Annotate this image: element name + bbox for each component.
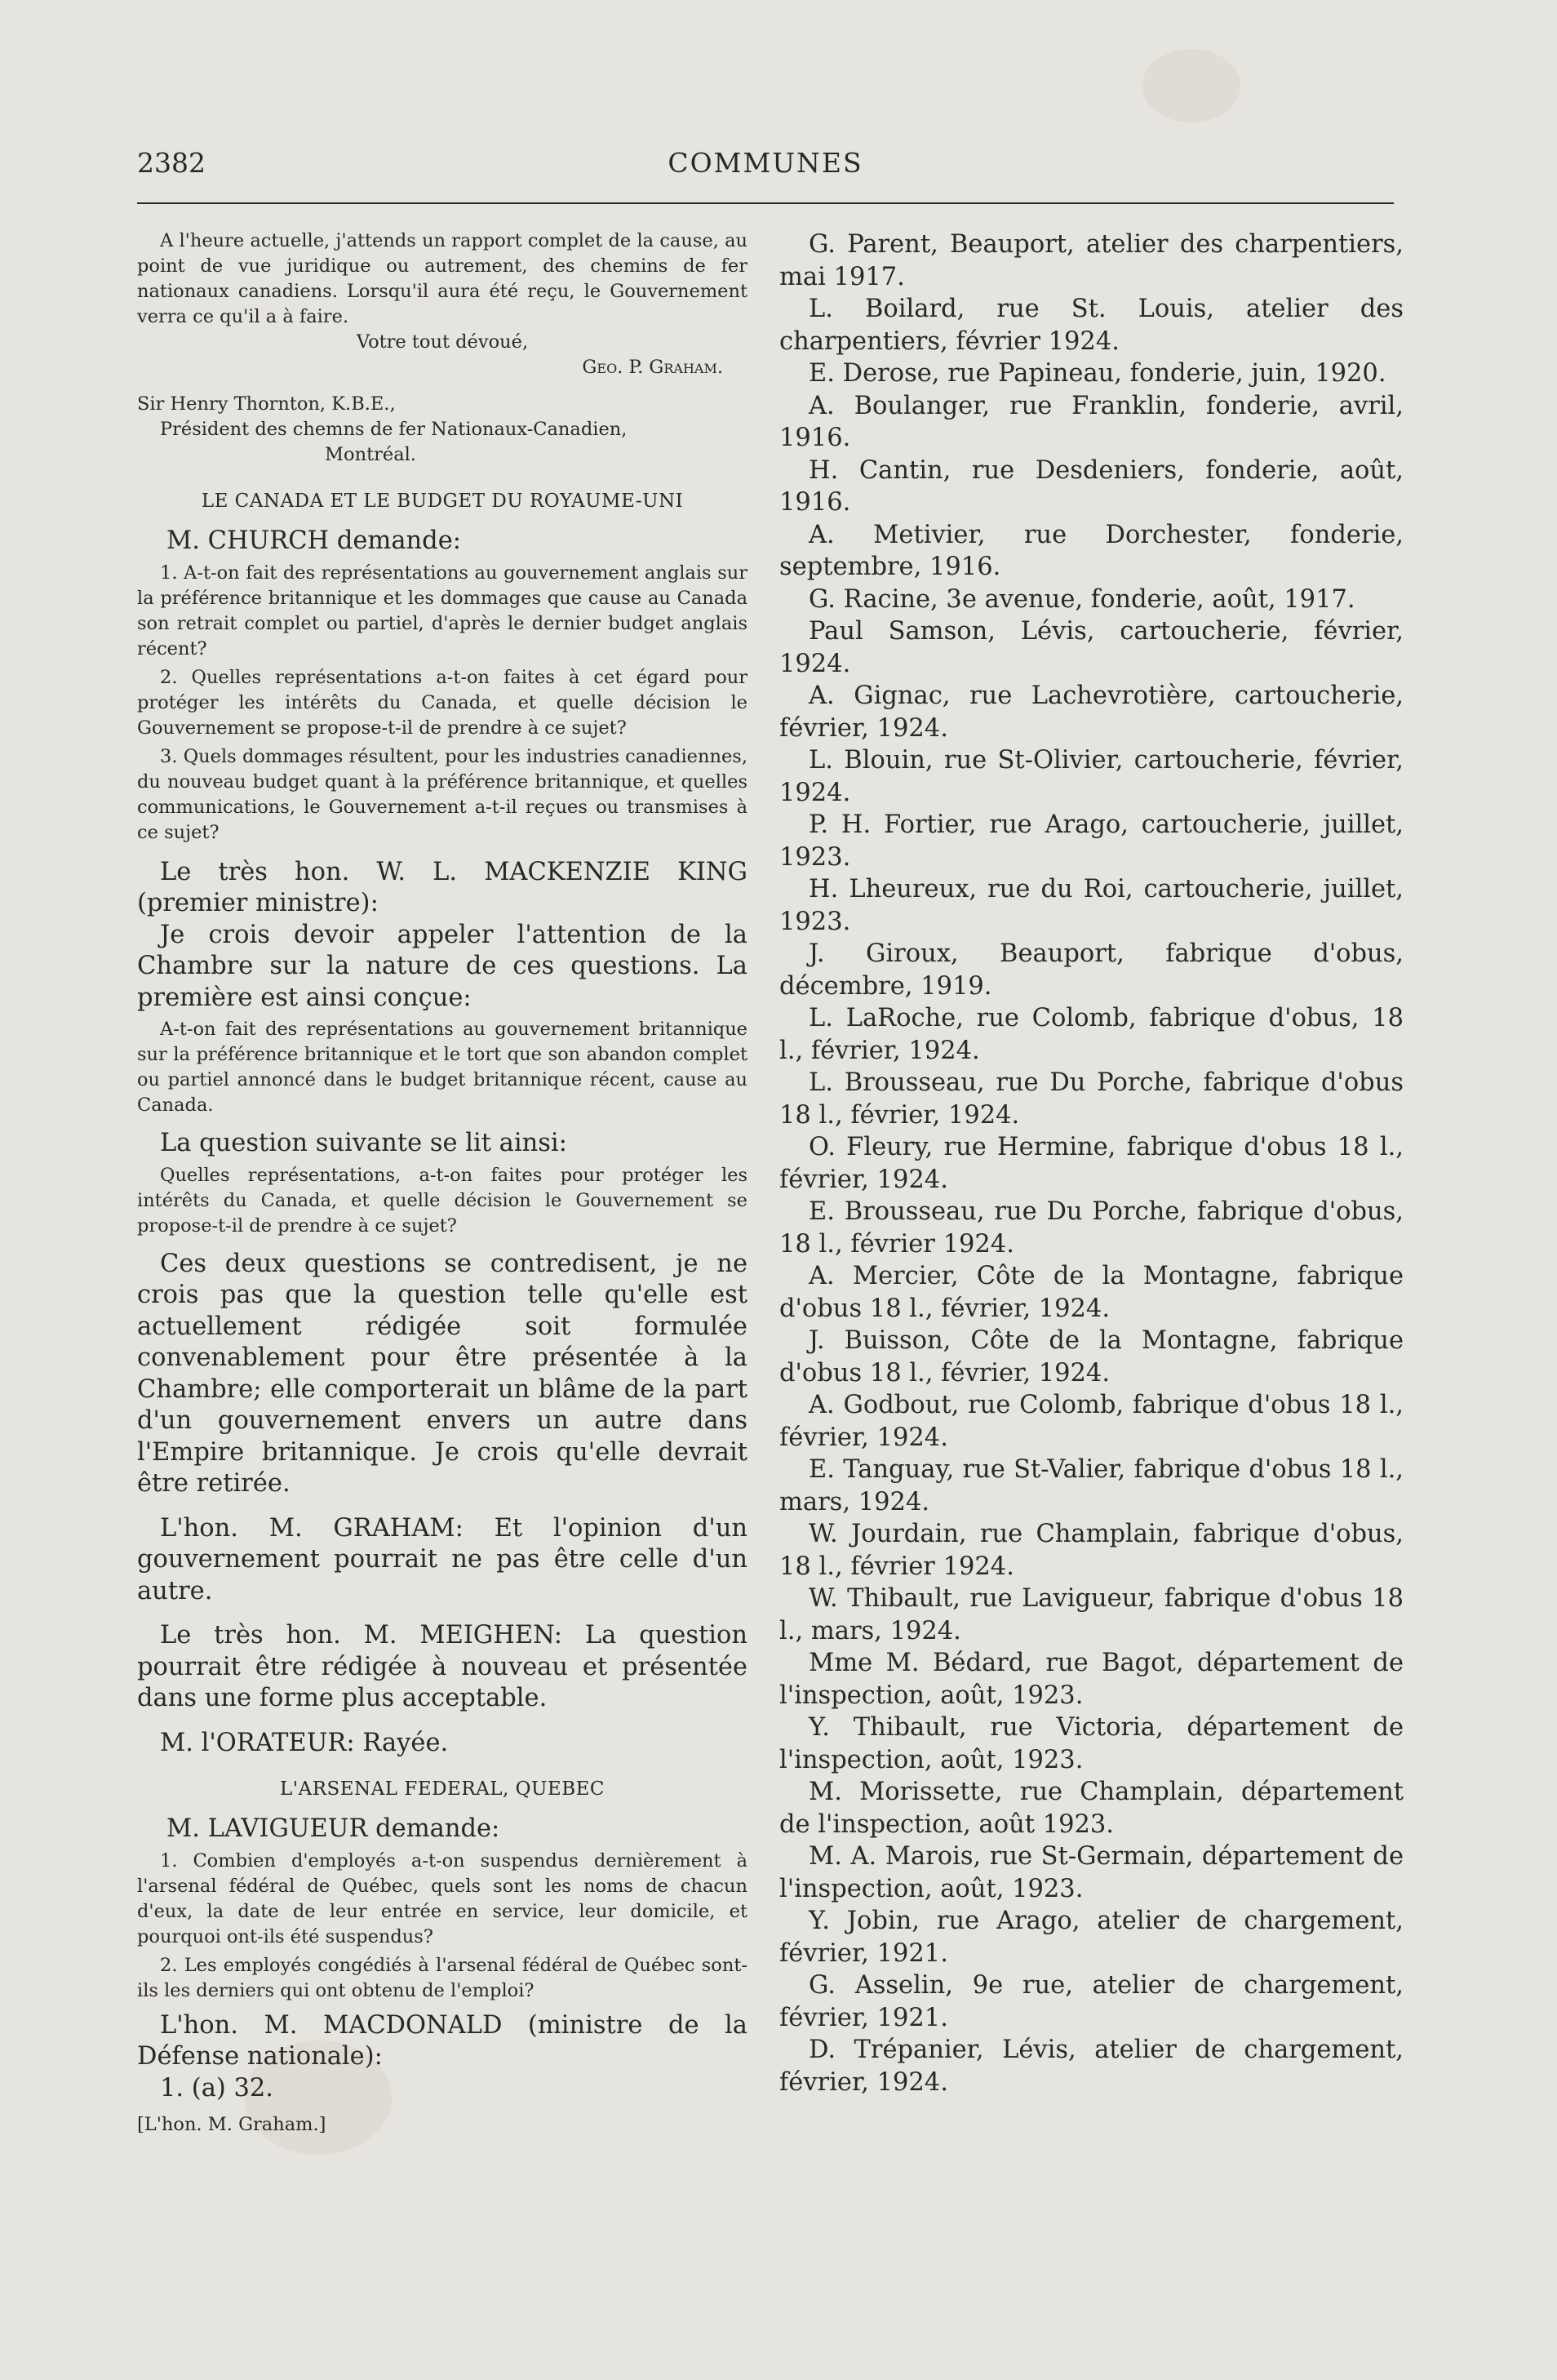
question-2: 2. Les employés congédiés à l'arsenal fédéral de Québec sont-ils les derniers qui ont obtenu de l'emploi? (137, 1954, 747, 2001)
speaker-graham: L'hon. M. GRAHAM: Et l'opinion d'un gouvernement pourrait ne pas être celle d'un autre. (137, 1513, 747, 1605)
speaker-meighen: Le très hon. M. MEIGHEN: La question pourrait être rédigée à nouveau et présentée dans une forme plus acceptable. (137, 1621, 747, 1712)
list-item: L. Blouin, rue St-Olivier, cartoucherie, février, 1924. (779, 746, 1404, 807)
list-item: Mme M. Bédard, rue Bagot, département de l'inspection, août, 1923. (779, 1649, 1404, 1710)
section-heading: LE CANADA ET LE BUDGET DU ROYAUME-UNI (201, 491, 684, 512)
page-header (137, 147, 1394, 188)
page-number: 2382 (137, 147, 206, 179)
list-item: Paul Samson, Lévis, cartoucherie, février, 1924. (779, 617, 1404, 678)
list-item: M. A. Marois, rue St-Germain, département de l'inspection, août, 1923. (779, 1842, 1404, 1903)
list-item: E. Derose, rue Papineau, fonderie, juin, 1920. (809, 359, 1386, 388)
list-item: D. Trépanier, Lévis, atelier de chargement, février, 1924. (779, 2036, 1404, 2097)
question-intro: M. LAVIGUEUR demande: (166, 1814, 500, 1843)
list-item: L. Brousseau, rue Du Porche, fabrique d'obus 18 l., février, 1924. (779, 1068, 1404, 1130)
footer-bracket: [L'hon. M. Graham.] (137, 2114, 326, 2135)
list-item: E. Brousseau, rue Du Porche, fabrique d'obus, 18 l., février 1924. (779, 1197, 1404, 1259)
question-3: 3. Quels dommages résultent, pour les industries canadiennes, du nouveau budget quant à la préférence britannique, et quelles communications, le Gouvernement a-t-il reçues ou transmises à ce sujet? (137, 745, 747, 843)
letter-closing: Votre tout dévoué, (356, 331, 529, 353)
king-paragraph-2: La question suivante se lit ainsi: (160, 1129, 567, 1157)
list-item: J. Giroux, Beauport, fabrique d'obus, décembre, 1919. (779, 939, 1404, 1001)
answer-line: 1. (a) 32. (160, 2073, 273, 2102)
section-heading: L'ARSENAL FEDERAL, QUEBEC (279, 1778, 605, 1800)
list-item: E. Tanguay, rue St-Valier, fabrique d'obus 18 l., mars, 1924. (779, 1455, 1404, 1516)
list-item: A. Boulanger, rue Franklin, fonderie, avril, 1916. (779, 391, 1404, 452)
employee-list (779, 229, 1404, 2098)
letter-paragraph: A l'heure actuelle, j'attends un rapport complet de la cause, au point de vue juridique ou autrement, des chemins de fer nationaux canadiens. Lorsqu'il aura été reçu, le Gouvernement verra ce qu'il a à faire. (137, 230, 747, 327)
list-item: L. Boilard, rue St. Louis, atelier des charpentiers, février 1924. (779, 295, 1404, 356)
left-column (137, 229, 747, 2138)
question-2: 2. Quelles représentations a-t-on faites à cet égard pour protéger les intérêts du Canada, et quelle décision le Gouvernement se propose-t-il de prendre à ce sujet? (137, 666, 747, 739)
list-item: A. Godbout, rue Colomb, fabrique d'obus 18 l., février, 1924. (779, 1391, 1404, 1452)
right-column (779, 229, 1404, 2098)
list-item: A. Gignac, rue Lachevrotière, cartoucherie, février, 1924. (779, 682, 1404, 743)
question-intro: M. CHURCH demande: (166, 526, 462, 555)
list-item: H. Cantin, rue Desdeniers, fonderie, août, 1916. (779, 455, 1404, 517)
king-paragraph-3: Ces deux questions se contredisent, je ne crois pas que la question telle qu'elle est actuellement rédigée soit formulée convenablement pour être présentée à la Chambre; elle comporterait un blâme de la part d'un gouvernement envers un autre dans l'Empire britannique. Je crois qu'elle devrait être retirée. (137, 1249, 747, 1498)
speaker-king: Le très hon. W. L. MACKENZIE KING (premier ministre): (137, 857, 747, 917)
list-item: J. Buisson, Côte de la Montagne, fabrique d'obus 18 l., février, 1924. (779, 1326, 1404, 1388)
list-item: W. Thibault, rue Lavigueur, fabrique d'obus 18 l., mars, 1924. (779, 1584, 1404, 1645)
list-item: G. Parent, Beauport, atelier des charpentiers, mai 1917. (779, 230, 1404, 291)
addressee-city: Montréal. (325, 444, 416, 465)
paper-stain (1142, 49, 1240, 122)
list-item: Y. Jobin, rue Arago, atelier de chargement, février, 1921. (779, 1907, 1404, 1968)
speaker-orateur: M. l'ORATEUR: Rayée. (160, 1728, 449, 1757)
list-item: Y. Thibault, rue Victoria, département de l'inspection, août, 1923. (779, 1713, 1404, 1774)
list-item: A. Metivier, rue Dorchester, fonderie, septembre, 1916. (779, 520, 1404, 581)
addressee-name: Sir Henry Thornton, K.B.E., (137, 393, 396, 415)
king-quote-1: A-t-on fait des représentations au gouvernement britannique sur la préférence britannique et le tort que son abandon complet ou partiel annoncé dans le budget britannique récent, cause au Canada. (137, 1019, 747, 1116)
king-paragraph-1: Je crois devoir appeler l'attention de la Chambre sur la nature de ces questions. La première est ainsi conçue: (137, 920, 747, 1012)
list-item: G. Racine, 3e avenue, fonderie, août, 1917. (809, 584, 1355, 614)
question-1: 1. A-t-on fait des représentations au gouvernement anglais sur la préférence britannique et les dommages que cause au Canada son retrait complet ou partiel, d'après le dernier budget anglais récent? (137, 562, 747, 659)
addressee-title: Président des chemns de fer Nationaux-Canadien, (160, 419, 628, 440)
speaker-macdonald: L'hon. M. MACDONALD (ministre de la Défense nationale): (137, 2010, 747, 2071)
list-item: L. LaRoche, rue Colomb, fabrique d'obus, 18 l., février, 1924. (779, 1004, 1404, 1065)
king-quote-2: Quelles représentations, a-t-on faites pour protéger les intérêts du Canada, et quelle décision le Gouvernement se propose-t-il de prendre à ce sujet? (137, 1164, 747, 1237)
list-item: W. Jourdain, rue Champlain, fabrique d'obus, 18 l., février 1924. (779, 1520, 1404, 1581)
list-item: H. Lheureux, rue du Roi, cartoucherie, juillet, 1923. (779, 875, 1404, 936)
question-1: 1. Combien d'employés a-t-on suspendus dernièrement à l'arsenal fédéral de Québec, quels sont les noms de chacun d'eux, la date de leur entrée en service, leur domicile, et pourquoi ont-ils été suspendus? (137, 1849, 747, 1947)
list-item: G. Asselin, 9e rue, atelier de chargement, février, 1921. (779, 1971, 1404, 2032)
list-item: P. H. Fortier, rue Arago, cartoucherie, juillet, 1923. (779, 810, 1404, 872)
list-item: O. Fleury, rue Hermine, fabrique d'obus 18 l., février, 1924. (779, 1133, 1404, 1194)
list-item: A. Mercier, Côte de la Montagne, fabrique d'obus 18 l., février, 1924. (779, 1262, 1404, 1323)
list-item: M. Morissette, rue Champlain, département de l'inspection, août 1923. (779, 1778, 1404, 1839)
letter-signature: Geo. P. Graham. (582, 357, 723, 378)
header-rule (137, 202, 1394, 204)
running-head: COMMUNES (668, 147, 863, 179)
